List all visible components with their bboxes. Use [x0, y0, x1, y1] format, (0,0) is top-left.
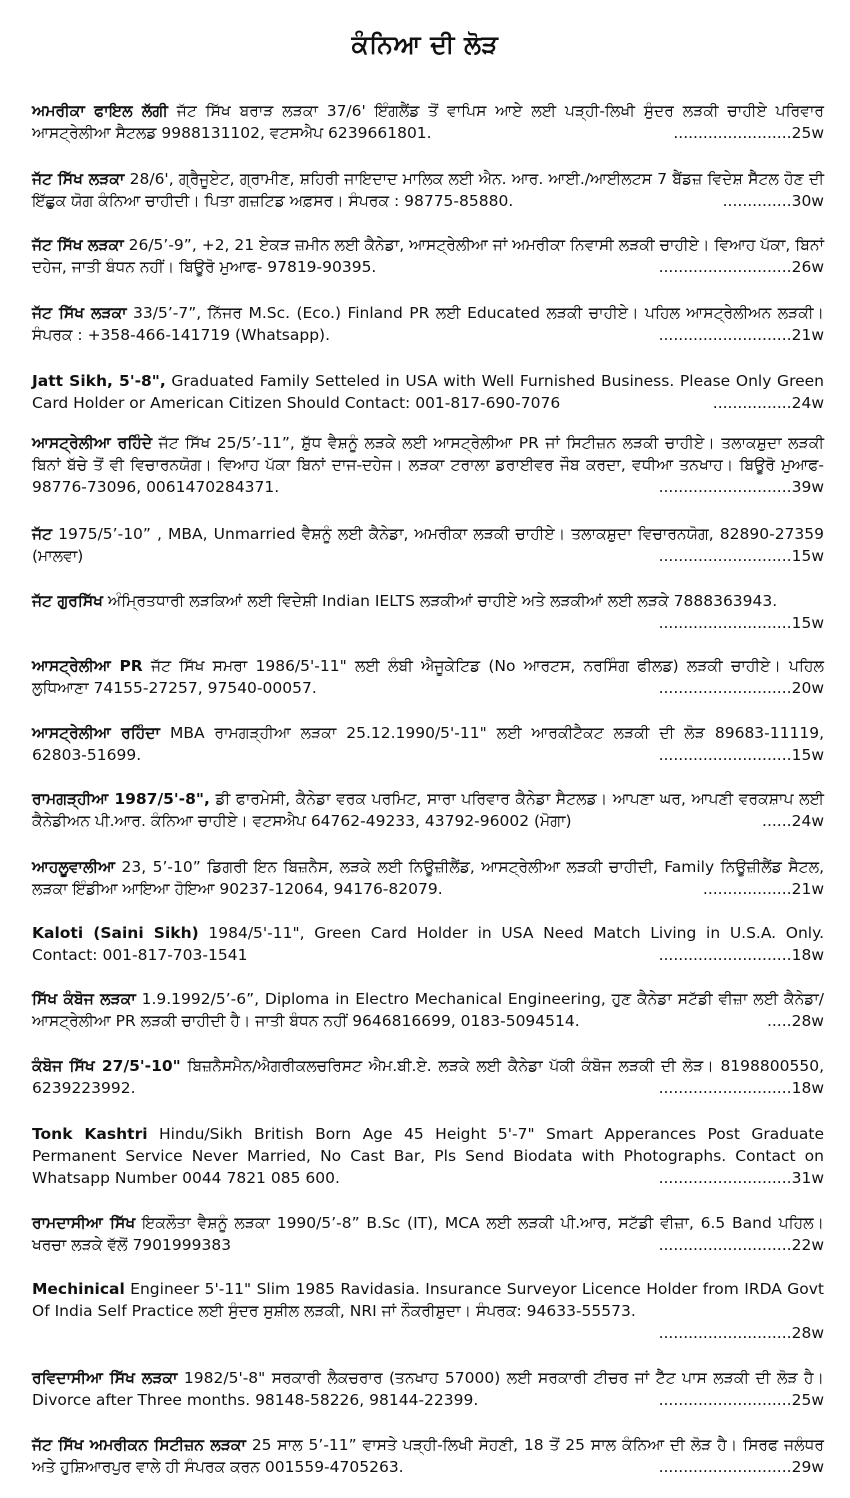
ad-heading: ਜੱਟ ਸਿੱਖ ਲੜਕਾ	[32, 304, 127, 322]
ad-heading: ਜੱਟ ਸਿੱਖ ਅਮਰੀਕਨ ਸਿਟੀਜ਼ਨ ਲੜਕਾ	[32, 1436, 246, 1454]
ad-body: 25 ਸਾਲ 5’-11” ਵਾਸਤੇ ਪੜ੍ਹੀ-ਲਿਖੀ ਸੋਹਣੀ, 18 ਤੋਂ 25 ਸਾਲ ਕੰਨਿਆ ਦੀ ਲੋੜ ਹੈ। ਸਿਰਫ ਜਲੰਧਰ ਅਤੇ ਹੁਸ਼ਿਆਰਪੁਰ ਵਾਲੇ ਹੀ ਸੰਪਰਕ ਕਰਨ 001559-4705263.	[32, 1436, 824, 1476]
classified-ad	[32, 1367, 824, 1411]
ad-heading: ਰਾਮਗੜ੍ਹੀਆ 1987/5'-8",	[32, 790, 210, 808]
classified-ad	[32, 922, 824, 966]
ad-code: ...........................15w	[651, 744, 824, 766]
ad-heading: ਜੱਟ ਗੁਰਸਿੱਖ	[32, 592, 103, 610]
ad-code: ...........................29w	[651, 1456, 824, 1478]
ad-body: ਜੱਟ ਸਿੱਖ ਬਰਾੜ ਲੜਕਾ 37/6' ਇੰਗਲੈਂਡ ਤੋਂ ਵਾਪਿਸ ਆਏ ਲਈ ਪੜ੍ਹੀ-ਲਿਖੀ ਸੁੰਦਰ ਲੜਕੀ ਚਾਹੀਏ ਪਰਿਵਾਰ ਆਸਟ੍ਰੇਲੀਆ ਸੈਟਲਡ 9988131102, ਵਟਸਐਪ 6239661801.	[32, 102, 824, 142]
ad-heading: ਰਵਿਦਾਸੀਆ ਸਿੱਖ ਲੜਕਾ	[32, 1369, 178, 1387]
ad-code: ...........................18w	[651, 1077, 824, 1099]
classified-ad	[32, 988, 824, 1032]
classified-ad	[32, 302, 824, 346]
ad-code: ...........................31w	[651, 1167, 824, 1189]
ad-body: 26/5’-9”, +2, 21 ਏਕੜ ਜ਼ਮੀਨ ਲਈ ਕੈਨੇਡਾ, ਆਸਟ੍ਰੇਲੀਆ ਜਾਂ ਅਮਰੀਕਾ ਨਿਵਾਸੀ ਲੜਕੀ ਚਾਹੀਏ। ਵਿਆਹ ਪੱਕਾ, ਬਿਨਾਂ ਦਹੇਜ, ਜਾਤੀ ਬੰਧਨ ਨਹੀਂ। ਬਿਊਰੋ ਮੁਆਫ- 97819-90395.	[32, 236, 824, 276]
ad-code: ................24w	[705, 392, 824, 414]
ad-heading: ਆਸਟ੍ਰੇਲੀਆ ਰਹਿੰਦੇ	[32, 434, 153, 452]
classified-ad	[32, 1434, 824, 1478]
ad-body: 33/5’-7”, ਨਿੱਜਰ M.Sc. (Eco.) Finland PR ਲਈ Educated ਲੜਕੀ ਚਾਹੀਏ। ਪਹਿਲ ਆਸਟ੍ਰੇਲੀਅਨ ਲੜਕੀ। ਸੰਪਰਕ : +358-466-141719 (Whatsapp).	[32, 304, 824, 344]
ad-code: ........................25w	[665, 122, 824, 144]
ad-body: 1984/5'-11", Green Card Holder in USA Need Match Living in U.S.A. Only. Contact: 001-817-703-1541	[32, 924, 824, 964]
ad-heading: ਆਸਟ੍ਰੇਲੀਆ ਰਹਿੰਦਾ	[32, 724, 160, 742]
ad-heading: ਆਸਟ੍ਰੇਲੀਆ PR	[32, 657, 143, 675]
classified-ad	[32, 1123, 824, 1189]
ad-code: ...........................26w	[651, 256, 824, 278]
ad-heading: ਰਾਮਦਾਸੀਆ ਸਿੱਖ	[32, 1214, 136, 1232]
classified-ad	[32, 100, 824, 144]
ad-body: ਬਿਜ਼ਨੈਸਮੈਨ/ਐਗਰੀਕਲਚਰਿਸਟ ਐਮ.ਬੀ.ਏ. ਲੜਕੇ ਲਈ ਕੈਨੇਡਾ ਪੱਕੀ ਕੰਬੋਜ ਲੜਕੀ ਦੀ ਲੋੜ। 8198800550, 6239223992.	[32, 1057, 825, 1097]
classified-ad	[32, 722, 824, 766]
ad-body: 1.9.1992/5’-6”, Diploma in Electro Mechanical Engineering, ਹੁਣ ਕੈਨੇਡਾ ਸਟੱਡੀ ਵੀਜ਼ਾ ਲਈ ਕੈਨੇਡਾ/ਆਸਟ੍ਰੇਲੀਆ PR ਲੜਕੀ ਚਾਹੀਦੀ ਹੈ। ਜਾਤੀ ਬੰਧਨ ਨਹੀਂ 9646816699, 0183-5094514.	[32, 990, 824, 1030]
ad-code: ..............30w	[715, 190, 824, 212]
classified-ad	[32, 370, 824, 414]
ad-heading: ਜੱਟ ਸਿੱਖ ਲੜਕਾ	[32, 170, 125, 188]
ad-body: Engineer 5'-11" Slim 1985 Ravidasia. Insurance Surveyor Licence Holder from IRDA Govt Of India Self Practice ਲਈ ਸੁੰਦਰ ਸੁਸ਼ੀਲ ਲੜਕੀ, NRI ਜਾਂ ਨੌਕਰੀਸ਼ੁਦਾ। ਸੰਪਰਕ: 94633-55573.	[32, 1280, 824, 1320]
classified-ad	[32, 655, 824, 699]
classified-ad	[32, 856, 824, 900]
ad-heading: Jatt Sikh, 5'-8",	[32, 372, 166, 390]
ad-heading: ਅਮਰੀਕਾ ਫਾਇਲ ਲੱਗੀ	[32, 102, 168, 120]
classified-ad	[32, 1212, 824, 1256]
ad-body: Hindu/Sikh British Born Age 45 Height 5'-7" Smart Apperances Post Graduate Permanent Service Never Married, No Cast Bar, Pls Send Biodata with Photographs. Contact on Whatsapp Number 0044 7821 085 600.	[32, 1125, 825, 1187]
ad-code: ......24w	[754, 810, 824, 832]
ad-body: 1982/5'-8" ਸਰਕਾਰੀ ਲੈਕਚਰਾਰ (ਤਨਖਾਹ 57000) ਲਈ ਸਰਕਾਰੀ ਟੀਚਰ ਜਾਂ ਟੈੱਟ ਪਾਸ ਲੜਕੀ ਦੀ ਲੋੜ ਹੈ। Divorce after Three months. 98148-58226, 98144-22399.	[32, 1369, 825, 1409]
ad-heading: ਜੱਟ ਸਿੱਖ ਲੜਕਾ	[32, 236, 124, 254]
ad-body: ਅੰਮ੍ਰਿਤਧਾਰੀ ਲੜਕਿਆਂ ਲਈ ਵਿਦੇਸ਼ੀ Indian IELTS ਲੜਕੀਆਂ ਚਾਹੀਏ ਅਤੇ ਲੜਕੀਆਂ ਲਈ ਲੜਕੇ 7888363943.	[103, 592, 778, 610]
classified-ad	[32, 523, 824, 567]
ad-heading: ਆਹਲੂਵਾਲੀਆ	[32, 858, 116, 876]
ad-code: ...........................25w	[651, 1389, 824, 1411]
classified-ad	[32, 590, 824, 634]
ad-heading: Tonk Kashtri	[32, 1125, 148, 1143]
ad-code: ...........................28w	[651, 1322, 824, 1344]
ad-body: ਜੱਟ ਸਿੱਖ 25/5’-11”, ਸ਼ੁੱਧ ਵੈਸ਼ਨੂੰ ਲੜਕੇ ਲਈ ਆਸਟ੍ਰੇਲੀਆ PR ਜਾਂ ਸਿਟੀਜ਼ਨ ਲੜਕੀ ਚਾਹੀਏ। ਤਲਾਕਸ਼ੁਦਾ ਲੜਕੀ ਬਿਨਾਂ ਬੱਚੇ ਤੋਂ ਵੀ ਵਿਚਾਰਨਯੋਗ। ਵਿਆਹ ਪੱਕਾ ਬਿਨਾਂ ਦਾਜ-ਦਹੇਜ। ਲੜਕਾ ਟਰਾਲਾ ਡਰਾਈਵਰ ਜੌਬ ਕਰਦਾ, ਵਧੀਆ ਤਨਖਾਹ। ਬਿਊਰੋ ਮੁਆਫ- 98776-73096, 0061470284371.	[32, 434, 824, 496]
classified-ad	[32, 168, 824, 212]
ad-code: ...........................20w	[651, 677, 824, 699]
ad-body: ਡੀ ਫਾਰਮੇਸੀ, ਕੈਨੇਡਾ ਵਰਕ ਪਰਮਿਟ, ਸਾਰਾ ਪਰਿਵਾਰ ਕੈਨੇਡਾ ਸੈਟਲਡ। ਆਪਣਾ ਘਰ, ਆਪਣੀ ਵਰਕਸ਼ਾਪ ਲਈ ਕੈਨੇਡੀਅਨ ਪੀ.ਆਰ. ਕੰਨਿਆ ਚਾਹੀਏ। ਵਟਸਐਪ 64762-49233, 43792-96002 (ਮੋਗਾ)	[32, 790, 824, 830]
ad-heading: ਕੰਬੋਜ ਸਿੱਖ 27/5'-10"	[32, 1057, 181, 1075]
ad-body: Graduated Family Setteled in USA with Well Furnished Business. Please Only Green Card Holder or American Citizen Should Contact: 001-817-690-7076	[32, 372, 824, 412]
ad-code: ..................21w	[695, 878, 824, 900]
page-title: ਕੰਨਿਆ ਦੀ ਲੋੜ	[351, 30, 499, 59]
ad-body: 23, 5’-10” ਡਿਗਰੀ ਇਨ ਬਿਜ਼ਨੈਸ, ਲੜਕੇ ਲਈ ਨਿਊਜ਼ੀਲੈਂਡ, ਆਸਟ੍ਰੇਲੀਆ ਲੜਕੀ ਚਾਹੀਦੀ, Family ਨਿਊਜ਼ੀਲੈਂਡ ਸੈਟਲ, ਲੜਕਾ ਇੰਡੀਆ ਆਇਆ ਹੋਇਆ 90237-12064, 94176-82079.	[32, 858, 824, 898]
ad-heading: Kaloti (Saini Sikh)	[32, 924, 199, 942]
classified-ad	[32, 432, 824, 498]
classified-ad	[32, 234, 824, 278]
ad-code: ...........................39w	[651, 476, 824, 498]
ad-body: 1975/5’-10” , MBA, Unmarried ਵੈਸ਼ਨੂੰ ਲਈ ਕੈਨੇਡਾ, ਅਮਰੀਕਾ ਲੜਕੀ ਚਾਹੀਏ। ਤਲਾਕਸ਼ੁਦਾ ਵਿਚਾਰਨਯੋਗ, 82890-27359 (ਮਾਲਵਾ)	[32, 525, 824, 565]
ad-code: ...........................21w	[651, 324, 824, 346]
ad-body: ਜੱਟ ਸਿੱਖ ਸਮਰਾ 1986/5'-11" ਲਈ ਲੰਬੀ ਐਜੂਕੇਟਿਡ (No ਆਰਟਸ, ਨਰਸਿੰਗ ਫੀਲਡ) ਲੜਕੀ ਚਾਹੀਏ। ਪਹਿਲ ਲੁਧਿਆਣਾ 74155-27257, 97540-00057.	[32, 657, 824, 697]
ad-code: ...........................18w	[651, 944, 824, 966]
classified-ad	[32, 1055, 824, 1099]
ad-heading: ਜੱਟ	[32, 525, 53, 543]
ad-body: ਇਕਲੌਤਾ ਵੈਸ਼ਨੂੰ ਲੜਕਾ 1990/5’-8” B.Sc (IT), MCA ਲਈ ਲੜਕੀ ਪੀ.ਆਰ, ਸਟੱਡੀ ਵੀਜ਼ਾ, 6.5 Band ਪਹਿਲ। ਖਰਚਾ ਲੜਕੇ ਵੱਲੋਂ 7901999383	[32, 1214, 825, 1254]
ad-body: 28/6', ਗ੍ਰੈਜੂਏਟ, ਗ੍ਰਾਮੀਣ, ਸ਼ਹਿਰੀ ਜਾਇਦਾਦ ਮਾਲਿਕ ਲਈ ਐਨ. ਆਰ. ਆਈ./ਆਈਲਟਸ 7 ਬੈਂਡਜ਼ ਵਿਦੇਸ਼ ਸੈੱਟਲ ਹੋਣ ਦੀ ਇੱਛੁਕ ਯੋਗ ਕੰਨਿਆ ਚਾਹੀਦੀ। ਪਿਤਾ ਗਜ਼ਟਿਡ ਅਫ਼ਸਰ। ਸੰਪਰਕ : 98775-85880.	[32, 170, 824, 210]
classified-ad	[32, 1278, 824, 1344]
ad-code: ...........................15w	[651, 545, 824, 567]
classified-ad	[32, 788, 824, 832]
ad-code: .....28w	[759, 1010, 824, 1032]
ad-heading: ਸਿੱਖ ਕੰਬੋਜ ਲੜਕਾ	[32, 990, 136, 1008]
ad-code: ...........................22w	[651, 1234, 824, 1256]
ad-code: ...........................15w	[651, 612, 824, 634]
ad-body: MBA ਰਾਮਗੜ੍ਹੀਆ ਲੜਕਾ 25.12.1990/5'-11" ਲਈ ਆਰਕੀਟੈਕਟ ਲੜਕੀ ਦੀ ਲੋੜ 89683-11119, 62803-51699.	[32, 724, 825, 764]
ad-heading: Mechinical	[32, 1280, 125, 1298]
